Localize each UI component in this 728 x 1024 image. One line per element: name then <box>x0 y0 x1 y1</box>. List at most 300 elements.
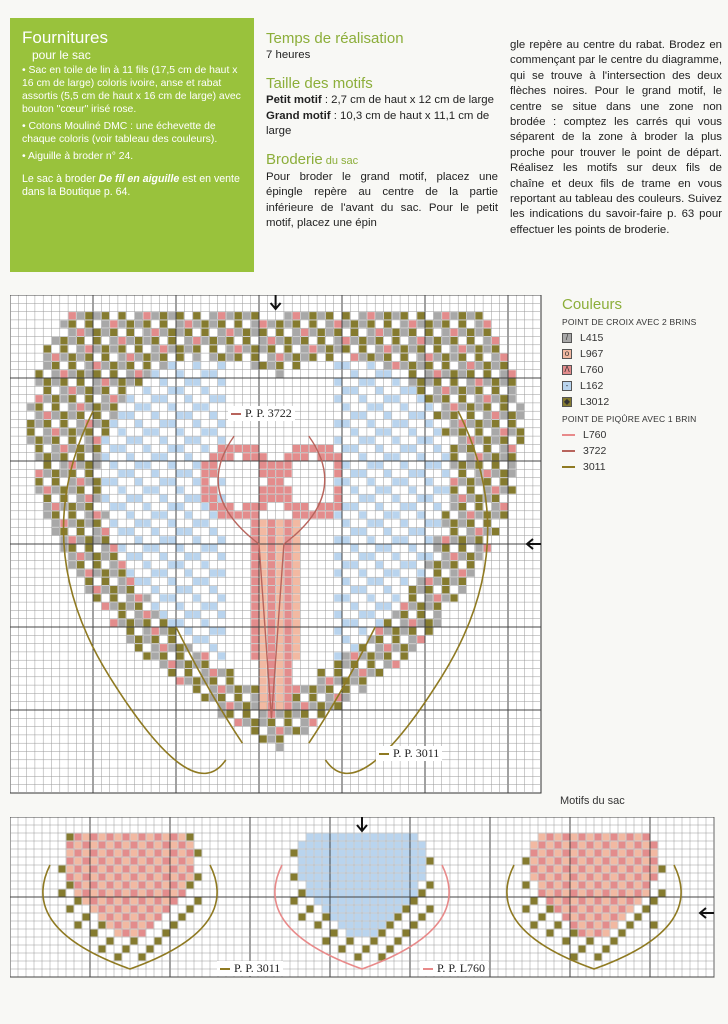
stitch-l760 <box>555 842 562 849</box>
stitch-l760 <box>201 495 208 502</box>
stitch-l415 <box>152 611 159 618</box>
stitch-l415 <box>492 470 499 477</box>
stitch-l3012 <box>459 470 466 477</box>
stitch-l162 <box>401 420 408 427</box>
stitch-l3012 <box>187 882 194 889</box>
stitch-l3012 <box>60 345 67 352</box>
stitch-l760 <box>268 702 275 709</box>
stitch-l415 <box>185 345 192 352</box>
stitch-l415 <box>243 686 250 693</box>
stitch-l162 <box>426 536 433 543</box>
stitch-l415 <box>110 412 117 419</box>
stitch-l162 <box>392 420 399 427</box>
stitch-l3012 <box>210 345 217 352</box>
stitch-l3012 <box>367 354 374 361</box>
stitch-l760 <box>587 890 594 897</box>
stitch-l3012 <box>442 511 449 518</box>
stitch-l760 <box>201 470 208 477</box>
grid-lines <box>10 817 714 977</box>
stitch-l760 <box>509 445 516 452</box>
stitch-l967 <box>163 898 170 905</box>
stitch-l967 <box>611 906 618 913</box>
stitch-l415 <box>94 453 101 460</box>
stitch-l162 <box>411 834 418 841</box>
stitch-l3012 <box>426 395 433 402</box>
stitch-l3012 <box>492 387 499 394</box>
stitch-l3012 <box>131 938 138 945</box>
stitch-l967 <box>276 661 283 668</box>
stitch-l162 <box>351 370 358 377</box>
stitch-l3012 <box>235 694 242 701</box>
stitch-l415 <box>318 686 325 693</box>
stitch-l760 <box>268 536 275 543</box>
stitch-l415 <box>509 470 516 477</box>
stitch-l3012 <box>251 312 258 319</box>
stitch-l967 <box>139 906 146 913</box>
stitch-l3012 <box>251 727 258 734</box>
stitch-l3012 <box>75 922 82 929</box>
stitch-l760 <box>459 495 466 502</box>
stitch-l415 <box>102 403 109 410</box>
stitch-l760 <box>268 661 275 668</box>
stitch-l415 <box>260 719 267 726</box>
stitch-l162 <box>376 603 383 610</box>
stitch-l162 <box>409 445 416 452</box>
stitch-l760 <box>555 858 562 865</box>
stitch-l162 <box>347 866 354 873</box>
stitch-l760 <box>563 882 570 889</box>
stitch-l3012 <box>77 528 84 535</box>
stitch-l162 <box>143 578 150 585</box>
stitch-l3012 <box>384 320 391 327</box>
stitch-l760 <box>595 850 602 857</box>
stitch-l967 <box>276 536 283 543</box>
stitch-l760 <box>69 387 76 394</box>
stitch-l415 <box>77 387 84 394</box>
stitch-l967 <box>627 842 634 849</box>
stitch-l760 <box>301 453 308 460</box>
stitch-l760 <box>450 478 457 485</box>
stitch-l967 <box>155 842 162 849</box>
stitch-l415 <box>326 329 333 336</box>
stitch-l415 <box>143 628 150 635</box>
stitch-l760 <box>595 834 602 841</box>
stitch-l760 <box>268 578 275 585</box>
stitch-l3012 <box>177 312 184 319</box>
stitch-l760 <box>627 866 634 873</box>
stitch-l967 <box>587 882 594 889</box>
stitch-l3012 <box>226 711 233 718</box>
stitch-l415 <box>160 628 167 635</box>
stitch-l967 <box>619 882 626 889</box>
stitch-l967 <box>611 858 618 865</box>
stitch-l760 <box>276 462 283 469</box>
stitch-l760 <box>99 858 106 865</box>
stitch-l162 <box>160 379 167 386</box>
stitch-l967 <box>99 850 106 857</box>
stitch-l162 <box>355 930 362 937</box>
stitch-l760 <box>171 882 178 889</box>
stitch-l3012 <box>85 536 92 543</box>
stitch-l3012 <box>450 594 457 601</box>
stitch-l162 <box>363 858 370 865</box>
stitch-l162 <box>376 520 383 527</box>
stitch-l3012 <box>284 711 291 718</box>
stitch-l760 <box>115 922 122 929</box>
stitch-l760 <box>91 834 98 841</box>
stitch-l415 <box>500 379 507 386</box>
stitch-l162 <box>143 462 150 469</box>
stitch-l415 <box>450 354 457 361</box>
stitch-l3012 <box>135 345 142 352</box>
stitch-l415 <box>260 711 267 718</box>
stitch-l3012 <box>619 930 626 937</box>
stitch-l760 <box>334 453 341 460</box>
stitch-l3012 <box>417 603 424 610</box>
stitch-l162 <box>160 478 167 485</box>
stitch-l415 <box>284 312 291 319</box>
stitch-l760 <box>131 874 138 881</box>
stitch-l967 <box>595 922 602 929</box>
stitch-l162 <box>210 528 217 535</box>
stitch-l3012 <box>85 387 92 394</box>
stitch-l760 <box>547 898 554 905</box>
stitch-l415 <box>484 453 491 460</box>
stitch-l162 <box>177 387 184 394</box>
stitch-l162 <box>392 553 399 560</box>
stitch-l3012 <box>177 652 184 659</box>
stitch-l760 <box>651 842 658 849</box>
croix-color-row <box>562 362 724 378</box>
stitch-l3012 <box>426 329 433 336</box>
stitch-l3012 <box>442 354 449 361</box>
stitch-l3012 <box>201 329 208 336</box>
stitch-l760 <box>201 486 208 493</box>
stitch-l3012 <box>387 922 394 929</box>
stitch-l760 <box>139 834 146 841</box>
stitch-l760 <box>587 858 594 865</box>
stitch-l3012 <box>434 569 441 576</box>
stitch-l760 <box>434 370 441 377</box>
stitch-l967 <box>563 842 570 849</box>
stitch-l760 <box>376 628 383 635</box>
stitch-l760 <box>218 686 225 693</box>
stitch-l760 <box>309 345 316 352</box>
stitch-l415 <box>492 362 499 369</box>
stitch-l162 <box>331 866 338 873</box>
stitch-l415 <box>69 478 76 485</box>
stitch-l415 <box>44 428 51 435</box>
stitch-l967 <box>635 850 642 857</box>
stitch-l162 <box>343 636 350 643</box>
stitch-l3012 <box>77 337 84 344</box>
stitch-l760 <box>131 842 138 849</box>
stitch-l162 <box>355 850 362 857</box>
stitch-l162 <box>168 594 175 601</box>
stitch-l967 <box>276 694 283 701</box>
stitch-l3012 <box>27 420 34 427</box>
stitch-l760 <box>139 914 146 921</box>
stitch-l760 <box>284 569 291 576</box>
stitch-l967 <box>587 850 594 857</box>
stitch-l3012 <box>323 914 330 921</box>
stitch-l162 <box>307 834 314 841</box>
stitch-l162 <box>177 561 184 568</box>
stitch-l162 <box>392 453 399 460</box>
stitch-l162 <box>110 445 117 452</box>
stitch-l415 <box>177 661 184 668</box>
stitch-l760 <box>123 850 130 857</box>
stitch-l415 <box>235 329 242 336</box>
stitch-l162 <box>185 511 192 518</box>
stitch-l3012 <box>547 930 554 937</box>
stitch-l3012 <box>442 428 449 435</box>
stitch-l415 <box>450 578 457 585</box>
stitch-l967 <box>293 603 300 610</box>
stitch-l967 <box>547 890 554 897</box>
stitch-l760 <box>579 834 586 841</box>
stitch-l3012 <box>94 520 101 527</box>
stitch-l415 <box>500 486 507 493</box>
stitch-l415 <box>60 354 67 361</box>
stitch-l162 <box>334 395 341 402</box>
stitch-l760 <box>268 603 275 610</box>
stitch-l760 <box>571 842 578 849</box>
stitch-l162 <box>331 914 338 921</box>
stitch-l3012 <box>210 337 217 344</box>
stitch-l760 <box>52 503 59 510</box>
stitch-l3012 <box>177 354 184 361</box>
stitch-l967 <box>293 569 300 576</box>
stitch-l967 <box>131 850 138 857</box>
stitch-l760 <box>127 354 134 361</box>
stitch-l415 <box>484 337 491 344</box>
stitch-l162 <box>376 428 383 435</box>
stitch-l3012 <box>595 954 602 961</box>
stitch-l162 <box>343 462 350 469</box>
stitch-l162 <box>210 370 217 377</box>
stitch-l3012 <box>401 652 408 659</box>
stitch-l967 <box>99 898 106 905</box>
stitch-l3012 <box>411 898 418 905</box>
stitch-l162 <box>376 445 383 452</box>
stitch-l162 <box>384 470 391 477</box>
stitch-l162 <box>426 495 433 502</box>
stitch-l162 <box>177 486 184 493</box>
stitch-l162 <box>339 842 346 849</box>
stitch-l3012 <box>102 354 109 361</box>
stitch-l162 <box>143 545 150 552</box>
stitch-l415 <box>102 511 109 518</box>
stitch-l162 <box>160 569 167 576</box>
stitch-l3012 <box>426 628 433 635</box>
stitch-l967 <box>91 858 98 865</box>
stitch-l3012 <box>603 946 610 953</box>
stitch-l162 <box>347 906 354 913</box>
stitch-l967 <box>635 898 642 905</box>
stitch-l415 <box>260 337 267 344</box>
stitch-l3012 <box>85 462 92 469</box>
stitch-l3012 <box>467 520 474 527</box>
stitch-l415 <box>475 403 482 410</box>
stitch-l162 <box>143 428 150 435</box>
stitch-l760 <box>67 858 74 865</box>
stitch-l162 <box>193 478 200 485</box>
stitch-l415 <box>94 312 101 319</box>
stitch-l3012 <box>94 337 101 344</box>
stitch-l162 <box>339 834 346 841</box>
stitch-l3012 <box>563 938 570 945</box>
stitch-l967 <box>115 898 122 905</box>
stitch-l760 <box>492 337 499 344</box>
stitch-l967 <box>139 874 146 881</box>
stitch-l162 <box>401 536 408 543</box>
piqure-caption: POINT DE PIQÛRE AVEC 1 BRIN <box>562 414 697 424</box>
stitch-l760 <box>187 850 194 857</box>
stitch-l162 <box>323 906 330 913</box>
stitch-l760 <box>276 470 283 477</box>
stitch-l3012 <box>450 528 457 535</box>
stitch-l967 <box>123 858 130 865</box>
stitch-l162 <box>334 611 341 618</box>
stitch-l162 <box>401 561 408 568</box>
stitch-l967 <box>571 834 578 841</box>
stitch-l162 <box>102 495 109 502</box>
color-code: L967 <box>580 348 604 360</box>
stitch-l3012 <box>359 345 366 352</box>
stitch-l3012 <box>301 711 308 718</box>
stitch-l3012 <box>243 711 250 718</box>
stitch-l415 <box>467 528 474 535</box>
stitch-l162 <box>334 437 341 444</box>
stitch-l3012 <box>459 536 466 543</box>
stitch-l760 <box>459 345 466 352</box>
stitch-l3012 <box>44 420 51 427</box>
stitch-l162 <box>127 553 134 560</box>
stitch-l3012 <box>426 362 433 369</box>
stitch-l162 <box>152 511 159 518</box>
stitch-l3012 <box>401 312 408 319</box>
stitch-l3012 <box>355 954 362 961</box>
stitch-l760 <box>268 553 275 560</box>
stitch-l162 <box>426 403 433 410</box>
stitch-l415 <box>334 677 341 684</box>
stitch-l162 <box>343 445 350 452</box>
stitch-l162 <box>409 428 416 435</box>
stitch-l162 <box>160 495 167 502</box>
stitch-l967 <box>276 677 283 684</box>
petit-motif: Petit motif : 2,7 cm de haut x 12 cm de large <box>266 94 494 107</box>
stitch-l415 <box>118 362 125 369</box>
stitch-l3012 <box>326 354 333 361</box>
stitch-l3012 <box>293 320 300 327</box>
fournitures-subtitle: pour le sac <box>32 48 91 62</box>
stitch-l760 <box>579 898 586 905</box>
stitch-l967 <box>635 866 642 873</box>
stitch-l162 <box>392 379 399 386</box>
stitch-l415 <box>44 437 51 444</box>
stitch-l3012 <box>193 686 200 693</box>
stitch-l415 <box>118 578 125 585</box>
stitch-l760 <box>627 834 634 841</box>
stitch-l162 <box>409 561 416 568</box>
stitch-l967 <box>579 858 586 865</box>
stitch-l415 <box>467 387 474 394</box>
stitch-l760 <box>210 462 217 469</box>
stitch-l415 <box>459 586 466 593</box>
stitch-l760 <box>603 906 610 913</box>
stitch-l3012 <box>401 354 408 361</box>
stitch-l967 <box>595 890 602 897</box>
stitch-l967 <box>555 834 562 841</box>
stitch-l760 <box>251 453 258 460</box>
stitch-l162 <box>143 503 150 510</box>
stitch-l760 <box>284 694 291 701</box>
stitch-l162 <box>334 362 341 369</box>
motifs-caption: Motifs du sac <box>560 795 625 807</box>
stitch-l760 <box>91 866 98 873</box>
stitch-l3012 <box>318 702 325 709</box>
stitch-l760 <box>603 922 610 929</box>
stitch-l760 <box>44 486 51 493</box>
stitch-l760 <box>276 478 283 485</box>
stitch-l3012 <box>187 906 194 913</box>
stitch-l162 <box>193 462 200 469</box>
stitch-l162 <box>334 569 341 576</box>
stitch-l760 <box>118 337 125 344</box>
stitch-l3012 <box>523 858 530 865</box>
stitch-l760 <box>643 866 650 873</box>
stitch-l760 <box>284 669 291 676</box>
stitch-l3012 <box>500 403 507 410</box>
stitch-l162 <box>218 594 225 601</box>
stitch-l415 <box>343 320 350 327</box>
stitch-l967 <box>293 636 300 643</box>
stitch-l967 <box>276 652 283 659</box>
stitch-l162 <box>218 437 225 444</box>
stitch-l3012 <box>459 387 466 394</box>
stitch-l3012 <box>218 354 225 361</box>
stitch-l3012 <box>367 661 374 668</box>
stitch-l967 <box>147 834 154 841</box>
stitch-l760 <box>251 644 258 651</box>
stitch-l760 <box>492 486 499 493</box>
line-swatch <box>562 466 575 468</box>
stitch-l760 <box>284 677 291 684</box>
stitch-l162 <box>351 412 358 419</box>
stitch-l760 <box>171 898 178 905</box>
stitch-l162 <box>185 470 192 477</box>
stitch-l760 <box>251 652 258 659</box>
stitch-l967 <box>75 858 82 865</box>
stitch-l760 <box>260 495 267 502</box>
stitch-l162 <box>392 594 399 601</box>
stitch-l415 <box>135 619 142 626</box>
stitch-l760 <box>77 403 84 410</box>
stitch-l3012 <box>500 362 507 369</box>
stitch-l3012 <box>547 906 554 913</box>
stitch-l760 <box>110 545 117 552</box>
stitch-l760 <box>619 858 626 865</box>
stitch-l760 <box>459 569 466 576</box>
stitch-l415 <box>69 520 76 527</box>
stitch-l3012 <box>475 428 482 435</box>
stitch-l162 <box>395 898 402 905</box>
stitch-l3012 <box>323 938 330 945</box>
stitch-l162 <box>351 603 358 610</box>
stitch-l162 <box>323 850 330 857</box>
stitch-l415 <box>318 312 325 319</box>
